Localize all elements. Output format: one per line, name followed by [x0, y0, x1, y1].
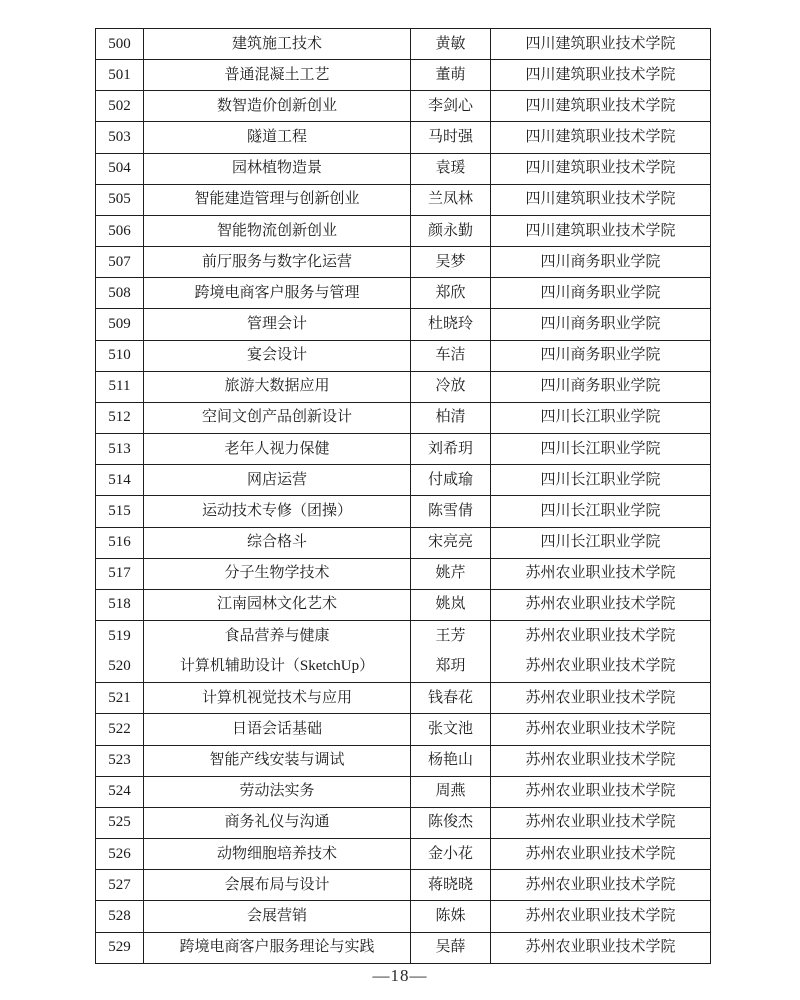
table-row [96, 652, 711, 683]
teacher-name-cell: 钱春花 [411, 683, 491, 714]
table-row [96, 184, 711, 215]
institution-cell: 四川建筑职业技术学院 [491, 122, 711, 153]
row-number-cell: 517 [96, 558, 144, 589]
institution-cell: 四川商务职业学院 [491, 371, 711, 402]
institution-cell: 苏州农业职业技术学院 [491, 870, 711, 901]
teacher-name-cell: 杜晓玲 [411, 309, 491, 340]
table-row [96, 402, 711, 433]
row-number-cell: 519 [96, 620, 144, 651]
course-table-body [96, 29, 711, 964]
row-number-cell: 518 [96, 589, 144, 620]
course-name-cell: 宴会设计 [144, 340, 411, 371]
institution-cell: 四川长江职业学院 [491, 465, 711, 496]
row-number-cell: 511 [96, 371, 144, 402]
teacher-name-cell: 吴薛 [411, 932, 491, 963]
teacher-name-cell: 金小花 [411, 839, 491, 870]
course-name-cell: 综合格斗 [144, 527, 411, 558]
institution-cell: 苏州农业职业技术学院 [491, 714, 711, 745]
row-number-cell: 520 [96, 652, 144, 683]
teacher-name-cell: 付咸瑜 [411, 465, 491, 496]
table-row [96, 340, 711, 371]
teacher-name-cell: 兰凤林 [411, 184, 491, 215]
course-name-cell: 跨境电商客户服务理论与实践 [144, 932, 411, 963]
teacher-name-cell: 杨艳山 [411, 745, 491, 776]
row-number-cell: 529 [96, 932, 144, 963]
course-name-cell: 智能产线安装与调试 [144, 745, 411, 776]
course-name-cell: 日语会话基础 [144, 714, 411, 745]
institution-cell: 四川建筑职业技术学院 [491, 60, 711, 91]
teacher-name-cell: 颜永勤 [411, 215, 491, 246]
teacher-name-cell: 刘希玥 [411, 434, 491, 465]
row-number-cell: 509 [96, 309, 144, 340]
institution-cell: 苏州农业职业技术学院 [491, 558, 711, 589]
table-row [96, 527, 711, 558]
teacher-name-cell: 黄敏 [411, 29, 491, 60]
row-number-cell: 526 [96, 839, 144, 870]
teacher-name-cell: 柏清 [411, 402, 491, 433]
course-name-cell: 前厅服务与数字化运营 [144, 247, 411, 278]
institution-cell: 四川长江职业学院 [491, 527, 711, 558]
teacher-name-cell: 郑欣 [411, 278, 491, 309]
course-name-cell: 动物细胞培养技术 [144, 839, 411, 870]
row-number-cell: 521 [96, 683, 144, 714]
institution-cell: 四川建筑职业技术学院 [491, 29, 711, 60]
table-row [96, 807, 711, 838]
institution-cell: 四川商务职业学院 [491, 309, 711, 340]
table-row [96, 29, 711, 60]
table-row [96, 683, 711, 714]
row-number-cell: 505 [96, 184, 144, 215]
row-number-cell: 515 [96, 496, 144, 527]
table-row [96, 839, 711, 870]
course-name-cell: 管理会计 [144, 309, 411, 340]
row-number-cell: 507 [96, 247, 144, 278]
table-row [96, 60, 711, 91]
table-row [96, 309, 711, 340]
course-name-cell: 计算机辅助设计（SketchUp） [144, 652, 411, 683]
row-number-cell: 504 [96, 153, 144, 184]
institution-cell: 苏州农业职业技术学院 [491, 620, 711, 651]
institution-cell: 四川长江职业学院 [491, 434, 711, 465]
table-row [96, 589, 711, 620]
institution-cell: 苏州农业职业技术学院 [491, 776, 711, 807]
table-row [96, 932, 711, 963]
course-name-cell: 普通混凝土工艺 [144, 60, 411, 91]
table-row [96, 745, 711, 776]
teacher-name-cell: 袁瑗 [411, 153, 491, 184]
course-name-cell: 劳动法实务 [144, 776, 411, 807]
teacher-name-cell: 陈雪倩 [411, 496, 491, 527]
row-number-cell: 525 [96, 807, 144, 838]
teacher-name-cell: 张文池 [411, 714, 491, 745]
page-number: —18— [372, 966, 428, 985]
teacher-name-cell: 冷放 [411, 371, 491, 402]
institution-cell: 四川建筑职业技术学院 [491, 91, 711, 122]
row-number-cell: 503 [96, 122, 144, 153]
institution-cell: 四川商务职业学院 [491, 340, 711, 371]
table-row [96, 620, 711, 651]
row-number-cell: 523 [96, 745, 144, 776]
table-row [96, 153, 711, 184]
course-name-cell: 智能建造管理与创新创业 [144, 184, 411, 215]
teacher-name-cell: 陈俊杰 [411, 807, 491, 838]
institution-cell: 苏州农业职业技术学院 [491, 807, 711, 838]
row-number-cell: 501 [96, 60, 144, 91]
course-name-cell: 跨境电商客户服务与管理 [144, 278, 411, 309]
institution-cell: 四川长江职业学院 [491, 496, 711, 527]
course-name-cell: 江南园林文化艺术 [144, 589, 411, 620]
course-name-cell: 老年人视力保健 [144, 434, 411, 465]
institution-cell: 四川商务职业学院 [491, 247, 711, 278]
course-name-cell: 食品营养与健康 [144, 620, 411, 651]
course-name-cell: 会展营销 [144, 901, 411, 932]
row-number-cell: 508 [96, 278, 144, 309]
table-row [96, 870, 711, 901]
course-name-cell: 运动技术专修（团操） [144, 496, 411, 527]
table-row [96, 496, 711, 527]
course-name-cell: 旅游大数据应用 [144, 371, 411, 402]
table-row [96, 434, 711, 465]
row-number-cell: 512 [96, 402, 144, 433]
table-row [96, 278, 711, 309]
teacher-name-cell: 宋亮亮 [411, 527, 491, 558]
course-name-cell: 空间文创产品创新设计 [144, 402, 411, 433]
table-row [96, 901, 711, 932]
teacher-name-cell: 蒋晓晓 [411, 870, 491, 901]
course-name-cell: 网店运营 [144, 465, 411, 496]
row-number-cell: 506 [96, 215, 144, 246]
institution-cell: 苏州农业职业技术学院 [491, 652, 711, 683]
institution-cell: 苏州农业职业技术学院 [491, 683, 711, 714]
teacher-name-cell: 车洁 [411, 340, 491, 371]
course-name-cell: 园林植物造景 [144, 153, 411, 184]
row-number-cell: 510 [96, 340, 144, 371]
course-name-cell: 隧道工程 [144, 122, 411, 153]
table-row [96, 91, 711, 122]
course-name-cell: 智能物流创新创业 [144, 215, 411, 246]
institution-cell: 苏州农业职业技术学院 [491, 839, 711, 870]
table-row [96, 247, 711, 278]
row-number-cell: 500 [96, 29, 144, 60]
table-row [96, 122, 711, 153]
institution-cell: 四川商务职业学院 [491, 278, 711, 309]
institution-cell: 苏州农业职业技术学院 [491, 589, 711, 620]
teacher-name-cell: 王芳 [411, 620, 491, 651]
table-row [96, 776, 711, 807]
institution-cell: 四川建筑职业技术学院 [491, 184, 711, 215]
row-number-cell: 513 [96, 434, 144, 465]
institution-cell: 苏州农业职业技术学院 [491, 901, 711, 932]
row-number-cell: 514 [96, 465, 144, 496]
teacher-name-cell: 吴梦 [411, 247, 491, 278]
teacher-name-cell: 李剑心 [411, 91, 491, 122]
row-number-cell: 528 [96, 901, 144, 932]
institution-cell: 四川建筑职业技术学院 [491, 153, 711, 184]
table-row [96, 371, 711, 402]
institution-cell: 四川建筑职业技术学院 [491, 215, 711, 246]
course-name-cell: 计算机视觉技术与应用 [144, 683, 411, 714]
row-number-cell: 522 [96, 714, 144, 745]
teacher-name-cell: 郑玥 [411, 652, 491, 683]
table-row [96, 558, 711, 589]
teacher-name-cell: 马时强 [411, 122, 491, 153]
course-name-cell: 会展布局与设计 [144, 870, 411, 901]
teacher-name-cell: 姚芹 [411, 558, 491, 589]
table-row [96, 714, 711, 745]
institution-cell: 苏州农业职业技术学院 [491, 932, 711, 963]
teacher-name-cell: 董萌 [411, 60, 491, 91]
row-number-cell: 516 [96, 527, 144, 558]
teacher-name-cell: 陈姝 [411, 901, 491, 932]
teacher-name-cell: 周燕 [411, 776, 491, 807]
row-number-cell: 524 [96, 776, 144, 807]
course-name-cell: 商务礼仪与沟通 [144, 807, 411, 838]
table-row [96, 215, 711, 246]
row-number-cell: 527 [96, 870, 144, 901]
course-name-cell: 建筑施工技术 [144, 29, 411, 60]
course-name-cell: 数智造价创新创业 [144, 91, 411, 122]
course-name-cell: 分子生物学技术 [144, 558, 411, 589]
course-assignment-table [95, 28, 711, 964]
institution-cell: 苏州农业职业技术学院 [491, 745, 711, 776]
teacher-name-cell: 姚岚 [411, 589, 491, 620]
institution-cell: 四川长江职业学院 [491, 402, 711, 433]
table-row [96, 465, 711, 496]
row-number-cell: 502 [96, 91, 144, 122]
